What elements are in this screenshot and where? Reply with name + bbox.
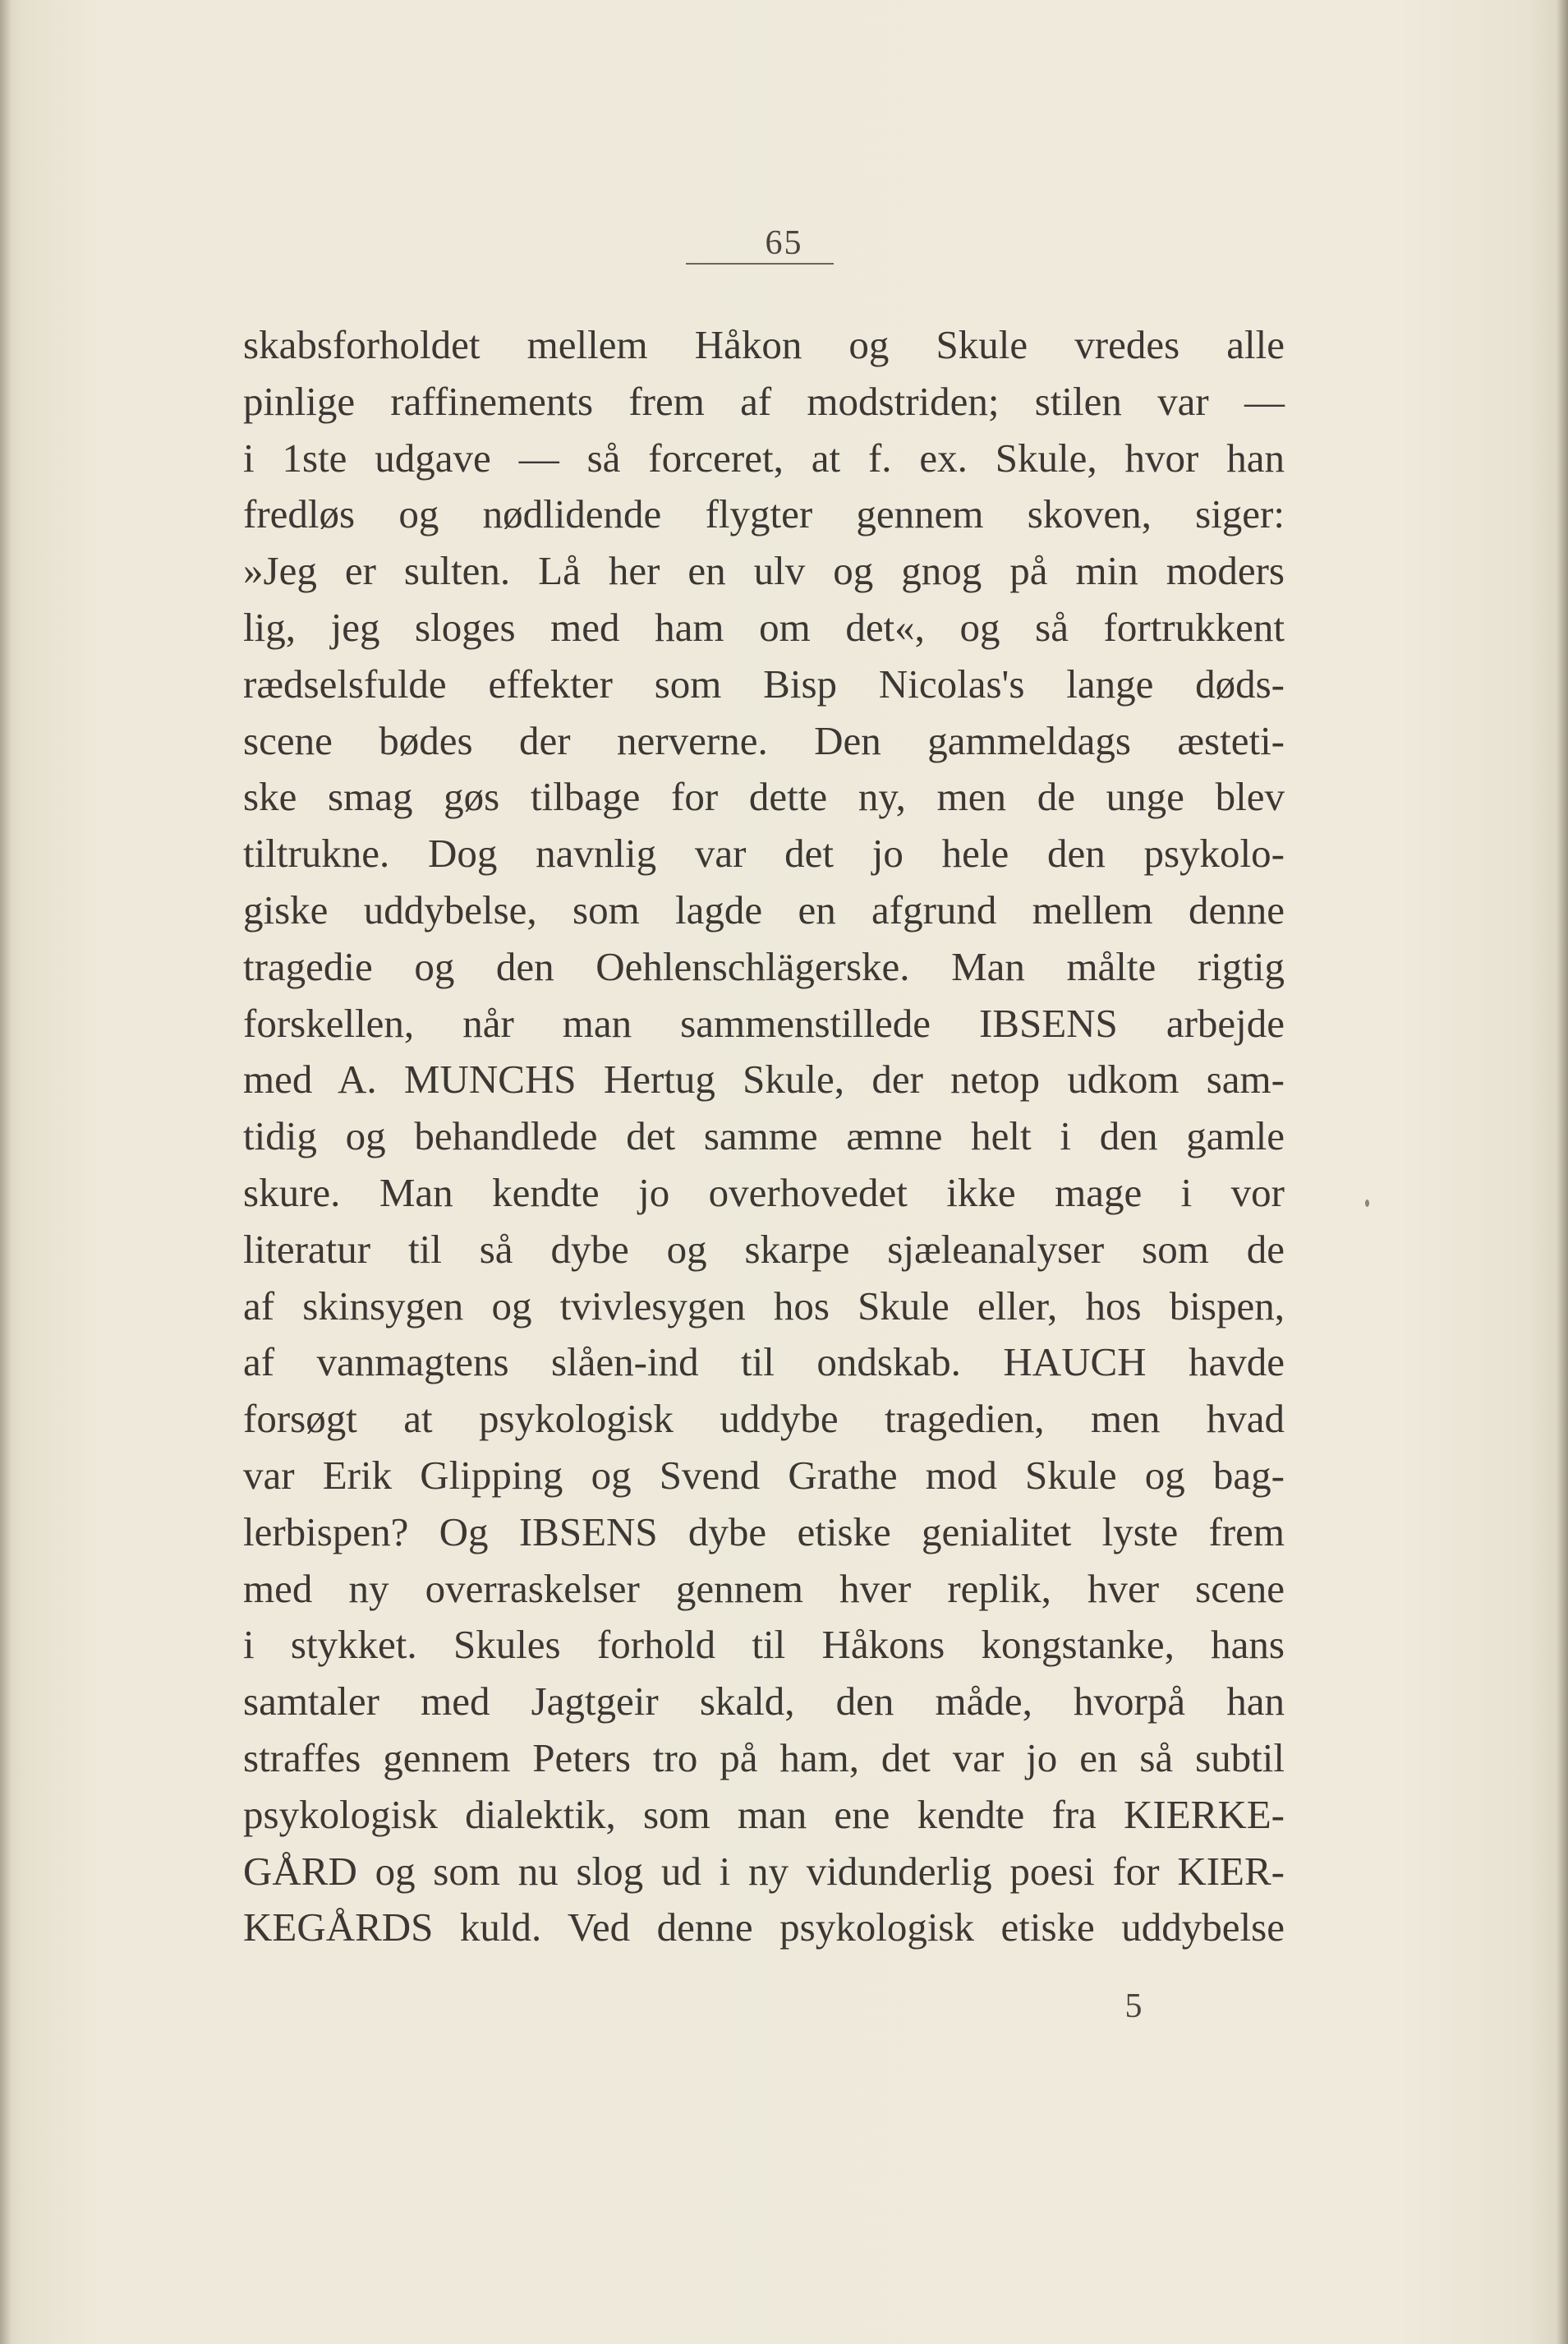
text-line: tidig og behandlede det samme æmne helt i den gamle — [243, 1113, 1285, 1159]
text-line: skabsforholdet mellem Håkon og Skule vredes alle — [243, 322, 1285, 367]
text-line: pinlige raffinements frem af modstriden; stilen var — — [243, 378, 1285, 424]
text-line: rædselsfulde effekter som Bisp Nicolas's lange døds- — [243, 661, 1285, 707]
text-line: giske uddybelse, som lagde en afgrund mellem denne — [243, 886, 1285, 933]
text-line: samtaler med Jagtgeir skald, den måde, hvorpå han — [243, 1679, 1285, 1725]
text-line: »Jeg er sulten. Lå her en ulv og gnog på min moders — [243, 548, 1285, 594]
signature-mark: 5 — [1124, 1987, 1143, 2025]
text-line: forskellen, når man sammenstillede IBSENS arbejde — [243, 1000, 1285, 1046]
page-number: 65 — [765, 224, 803, 262]
right-edge-shadow — [1557, 0, 1568, 2344]
text-line: lig, jeg sloges med ham om det«, og så fortrukkent — [243, 604, 1285, 650]
text-line: GÅRD og som nu slog ud i ny vidunderlig poesi for KIER- — [243, 1848, 1285, 1894]
text-line: i 1ste udgave — så forceret, at f. ex. Skule, hvor han — [243, 435, 1285, 481]
text-line: literatur til så dybe og skarpe sjæleanalyser som de — [243, 1226, 1285, 1272]
text-line: forsøgt at psykologisk uddybe tragedien, men hvad — [243, 1396, 1285, 1442]
text-line: skure. Man kendte jo overhovedet ikke mage i vor — [243, 1169, 1285, 1215]
text-line: tiltrukne. Dog navnlig var det jo hele den psykolo- — [243, 831, 1285, 877]
text-line: tragedie og den Oehlenschlägerske. Man målte rigtig — [243, 943, 1285, 989]
text-line: var Erik Glipping og Svend Grathe mod Skule og bag- — [243, 1452, 1285, 1498]
left-edge-shadow — [0, 0, 11, 2344]
text-line: straffes gennem Peters tro på ham, det var jo en så subtil — [243, 1734, 1285, 1780]
header-rule — [686, 263, 834, 265]
text-line: af skinsygen og tvivlesygen hos Skule eller, hos bispen, — [243, 1283, 1285, 1329]
text-line: af vanmagtens slåen-ind til ondskab. HAUCH havde — [243, 1339, 1285, 1385]
text-line: med ny overraskelser gennem hver replik, hver scene — [243, 1565, 1285, 1611]
text-line: KEGÅRDS kuld. Ved denne psykologisk etiske uddybelse — [243, 1904, 1285, 1950]
text-line: fredløs og nødlidende flygter gennem skoven, siger: — [243, 491, 1285, 537]
body-text — [243, 317, 1285, 1956]
text-line: i stykket. Skules forhold til Håkons kongstanke, hans — [243, 1622, 1285, 1668]
text-line: med A. MUNCHS Hertug Skule, der netop udkom sam- — [243, 1057, 1285, 1103]
text-line: ske smag gøs tilbage for dette ny, men de unge blev — [243, 774, 1285, 820]
text-line: lerbispen? Og IBSENS dybe etiske genialitet lyste frem — [243, 1508, 1285, 1554]
text-line: psykologisk dialektik, som man ene kendte fra KIERKE- — [243, 1791, 1285, 1837]
text-line: scene bødes der nerverne. Den gammeldags æsteti- — [243, 717, 1285, 763]
paper-speck — [1365, 1200, 1369, 1207]
